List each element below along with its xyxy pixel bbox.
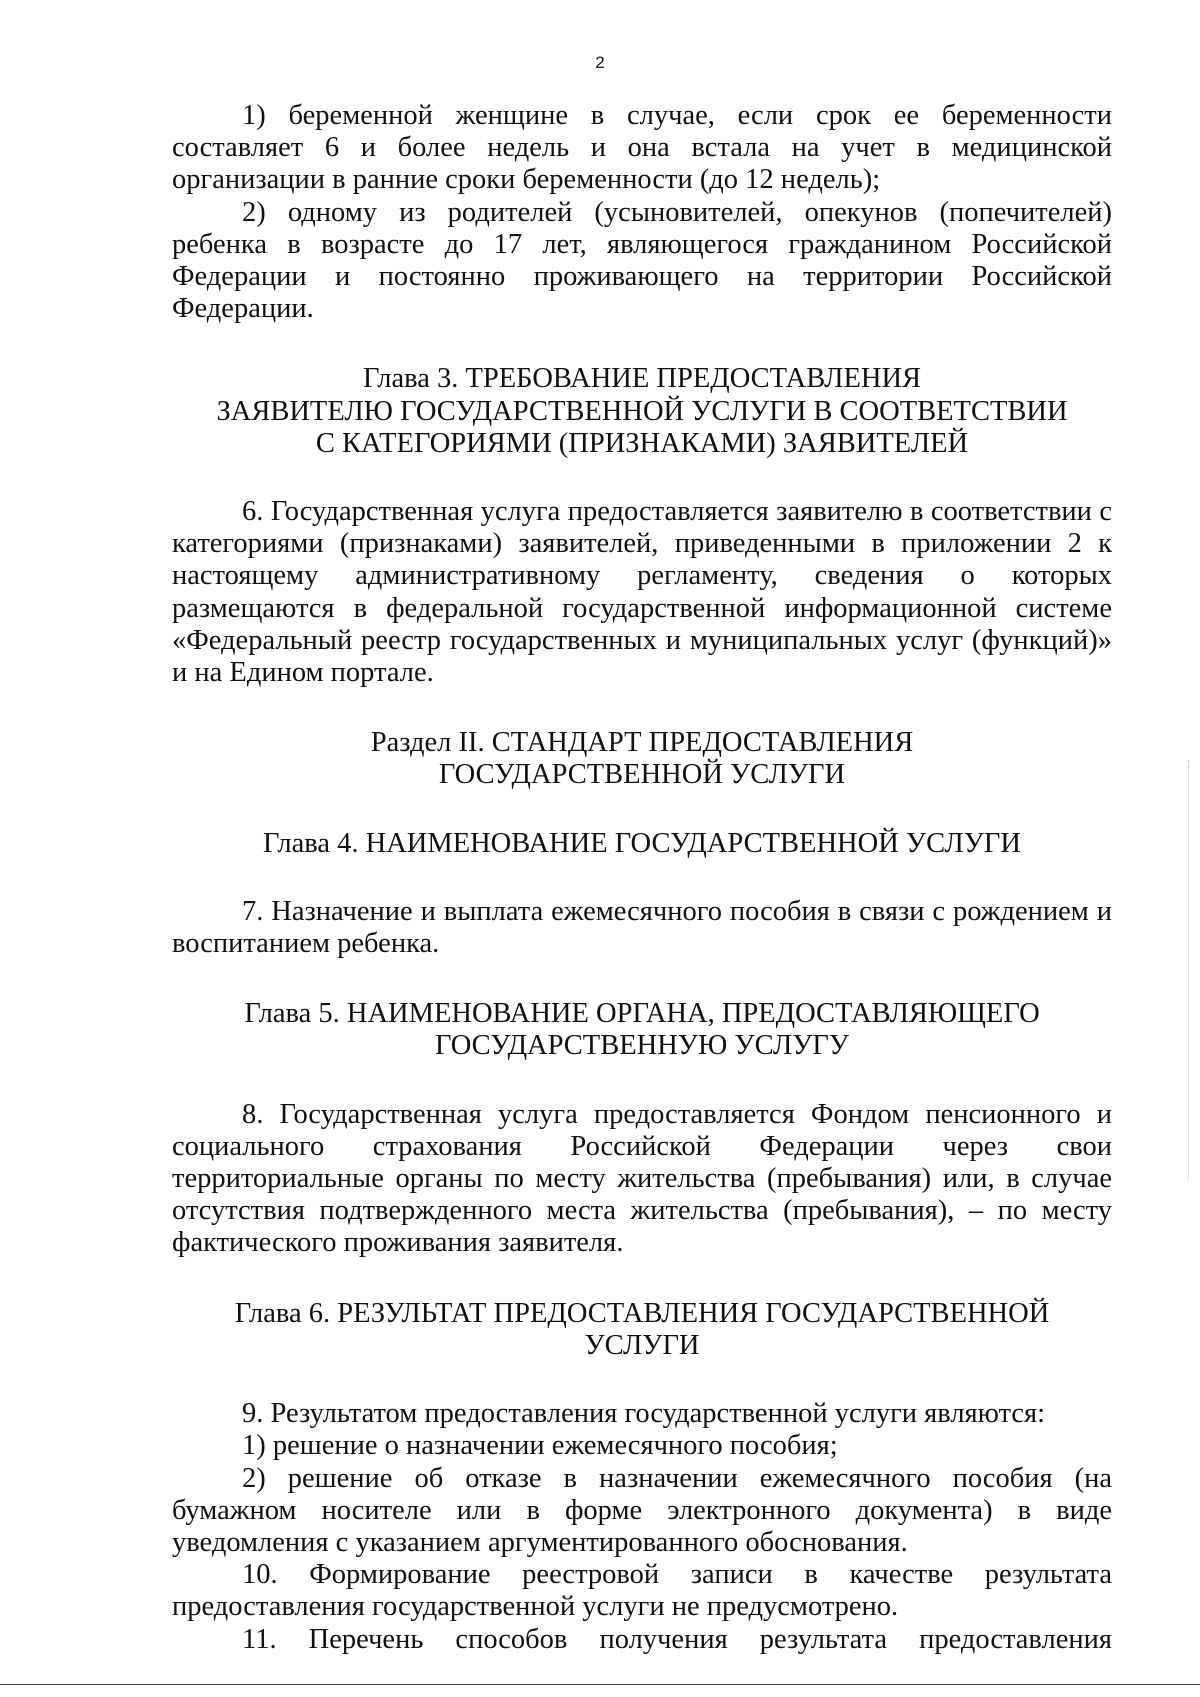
section-2-heading [172, 727, 1112, 791]
chapter-3-heading-line: С КАТЕГОРИЯМИ (ПРИЗНАКАМИ) ЗАЯВИТЕЛЕЙ [315, 427, 969, 459]
chapter-3-heading [172, 363, 1112, 460]
paragraph-5-item-1: 1) беременной женщине в случае, если срок ее беременности составляет 6 и более недель и она встала на учет в медицинской организации в ранние сроки беременности (до 12 недель); [172, 100, 1112, 196]
page-bottom-edge [0, 1684, 1200, 1685]
chapter-3-heading-line: Глава 3. ТРЕБОВАНИЕ ПРЕДОСТАВЛЕНИЯ [362, 363, 922, 395]
paragraph-10: 10. Формирование реестровой записи в качестве результата предоставления государственной услуги не предусмотрено. [172, 1559, 1112, 1623]
chapter-4-heading-line: Глава 4. НАИМЕНОВАНИЕ ГОСУДАРСТВЕННОЙ УСЛУГИ [263, 827, 1021, 859]
document-body [172, 100, 1112, 1656]
section-2-heading-line: Раздел II. СТАНДАРТ ПРЕДОСТАВЛЕНИЯ [370, 727, 914, 759]
paragraph-6: 6. Государственная услуга предоставляется заявителю в соответствии с категориями (признаками) заявителей, приведенными в приложении 2 к настоящему административному регламенту, сведения о которых размещаются в федеральной государственной информационной системе «Федеральный реестр государственных и муниципальных услуг (функций)» и на Едином портале. [172, 496, 1112, 689]
chapter-6-heading [172, 1298, 1112, 1362]
paragraph-8: 8. Государственная услуга предоставляется Фондом пенсионного и социального страхования Российской Федерации через свои территориальные органы по месту жительства (пребывания) или, в случае отсутствия подтвержденного места жительства (пребывания), – по месту фактического проживания заявителя. [172, 1098, 1112, 1259]
chapter-4-heading [172, 828, 1112, 860]
chapter-3-heading-line: ЗАЯВИТЕЛЮ ГОСУДАРСТВЕННОЙ УСЛУГИ В СООТВЕТСТВИИ [216, 395, 1068, 427]
paragraph-11: 11. Перечень способов получения результата предоставления [242, 1623, 1112, 1655]
chapter-6-heading-line: УСЛУГИ [584, 1329, 700, 1361]
paragraph-7: 7. Назначение и выплата ежемесячного пособия в связи с рождением и воспитанием ребенка. [172, 895, 1112, 960]
chapter-6-heading-line: Глава 6. РЕЗУЛЬТАТ ПРЕДОСТАВЛЕНИЯ ГОСУДАРСТВЕННОЙ [234, 1297, 1050, 1329]
paragraph-5-item-2: 2) одному из родителей (усыновителей, опекунов (попечителей) ребенка в возрасте до 17 лет, являющегося гражданином Российской Федерации и постоянно проживающего на территории Российской Федерации. [172, 196, 1112, 325]
paragraph-9-item-2: 2) решение об отказе в назначении ежемесячного пособия (на бумажном носителе или в форме электронного документа) в виде уведомления с указанием аргументированного обоснования. [172, 1462, 1112, 1558]
chapter-5-heading-line: ГОСУДАРСТВЕННУЮ УСЛУГУ [434, 1030, 850, 1062]
chapter-5-heading [172, 998, 1112, 1062]
scan-edge-mark [1188, 760, 1190, 1180]
paragraph-9: 9. Результатом предоставления государственной услуги являются: [242, 1398, 1046, 1430]
section-2-heading-line: ГОСУДАРСТВЕННОЙ УСЛУГИ [438, 759, 846, 791]
paragraph-9-item-1: 1) решение о назначении ежемесячного пособия; [242, 1430, 838, 1462]
page-number: 2 [595, 53, 605, 72]
chapter-5-heading-line: Глава 5. НАИМЕНОВАНИЕ ОРГАНА, ПРЕДОСТАВЛЯЮЩЕГО [244, 998, 1040, 1030]
